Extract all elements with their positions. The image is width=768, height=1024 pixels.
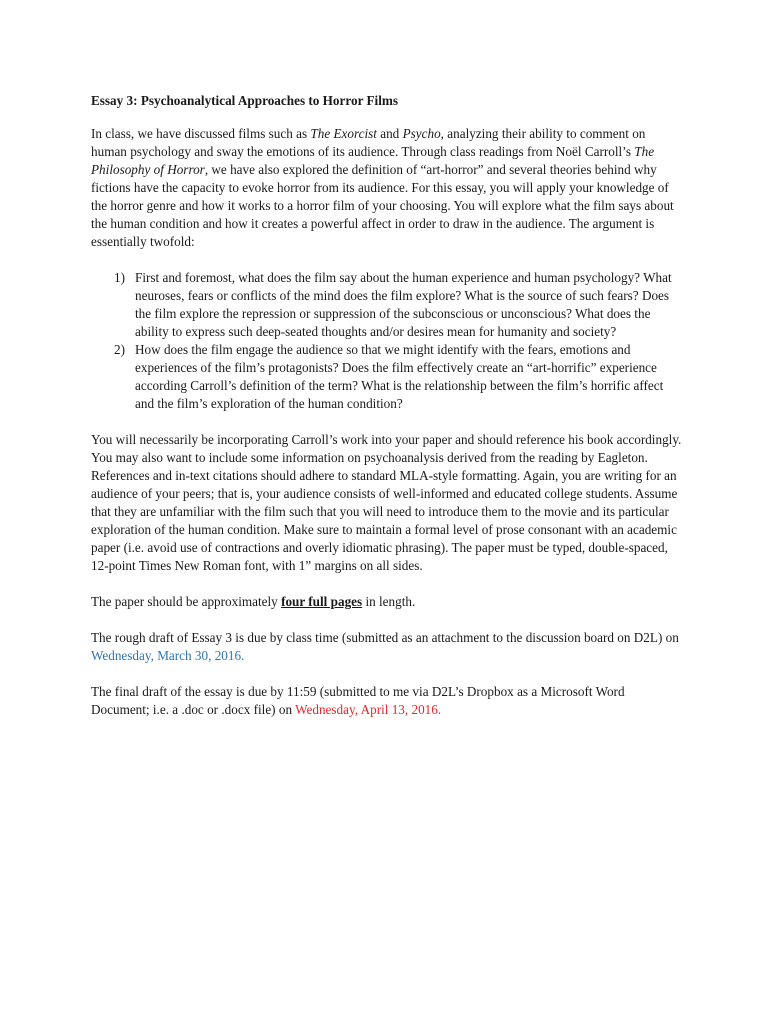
final-draft-text: The final draft of the essay is due by 11:59 (submitted to me via D2L’s Dropbox as a Microsoft Word Document; i.e. a .doc or .docx file) on	[91, 684, 625, 717]
length-emphasis: four full pages	[281, 594, 363, 609]
length-text-pre: The paper should be approximately	[91, 594, 282, 609]
rough-draft-date: Wednesday, March 30, 2016.	[91, 648, 245, 663]
length-text-post: in length.	[362, 594, 416, 609]
rough-draft-text: The rough draft of Essay 3 is due by class time (submitted as an attachment to the discussion board on D2L) on	[91, 630, 679, 645]
question-list	[91, 269, 683, 413]
list-item-number: 2)	[114, 342, 125, 357]
length-paragraph	[91, 593, 683, 611]
intro-paragraph	[91, 125, 683, 251]
list-item-text: First and foremost, what does the film say about the human experience and human psychology? What neuroses, fears or conflicts of the mind does the film explore? What is the source of such fears? Does the film explore the repression or suppression of the subconscious or unconscious? What does the ability to express such deep-seated thoughts and/or desires mean for humanity and society?	[135, 270, 672, 339]
intro-text-3: , analyzing their ability to comment on human psychology and sway the emotions of its audience. Through class readings from Noël Carroll’s	[91, 126, 646, 159]
rough-draft-paragraph	[91, 629, 683, 665]
final-draft-date: Wednesday, April 13, 2016.	[295, 702, 442, 717]
film-title-psycho: Psycho	[402, 126, 441, 141]
list-item	[91, 269, 683, 341]
final-draft-paragraph	[91, 683, 683, 719]
list-item-text: How does the film engage the audience so that we might identify with the fears, emotions and experiences of the film’s protagonists? Does the film effectively create an “art-horrific” experience according Carroll’s definition of the term? What is the relationship between the film’s horrific affect and the film’s exploration of the human condition?	[135, 342, 664, 411]
book-title-philosophy-of-horror: The Philosophy of Horror	[91, 144, 655, 177]
intro-text-4: , we have also explored the definition of “art-horror” and several theories behind why fictions have the capacity to evoke horror from its audience. For this essay, you will apply your knowledge of the horror genre and how it works to a horror film of your choosing. You will explore what the film says about the human condition and how it creates a powerful affect in order to draw in the audience. The argument is essentially twofold:	[91, 162, 674, 249]
document-content	[91, 92, 683, 737]
film-title-exorcist: The Exorcist	[310, 126, 377, 141]
list-item	[91, 341, 683, 413]
essay-title: Essay 3: Psychoanalytical Approaches to Horror Films	[91, 93, 398, 108]
intro-text-2: and	[376, 126, 403, 141]
intro-text-1: In class, we have discussed films such as	[91, 126, 311, 141]
list-item-number: 1)	[114, 270, 125, 285]
requirements-paragraph: You will necessarily be incorporating Carroll’s work into your paper and should reference his book accordingly. You may also want to include some information on psychoanalysis derived from the reading by Eagleton. References and in-text citations should adhere to standard MLA-style formatting. Again, you are writing for an audience of your peers; that is, your audience consists of well-informed and educated college students. Assume that they are unfamiliar with the film such that you will need to introduce them to the movie and its particular exploration of the human condition. Make sure to maintain a formal level of prose consonant with an academic paper (i.e. avoid use of contractions and overly idiomatic phrasing). The paper must be typed, double-spaced, 12-point Times New Roman font, with 1” margins on all sides.	[91, 432, 682, 573]
